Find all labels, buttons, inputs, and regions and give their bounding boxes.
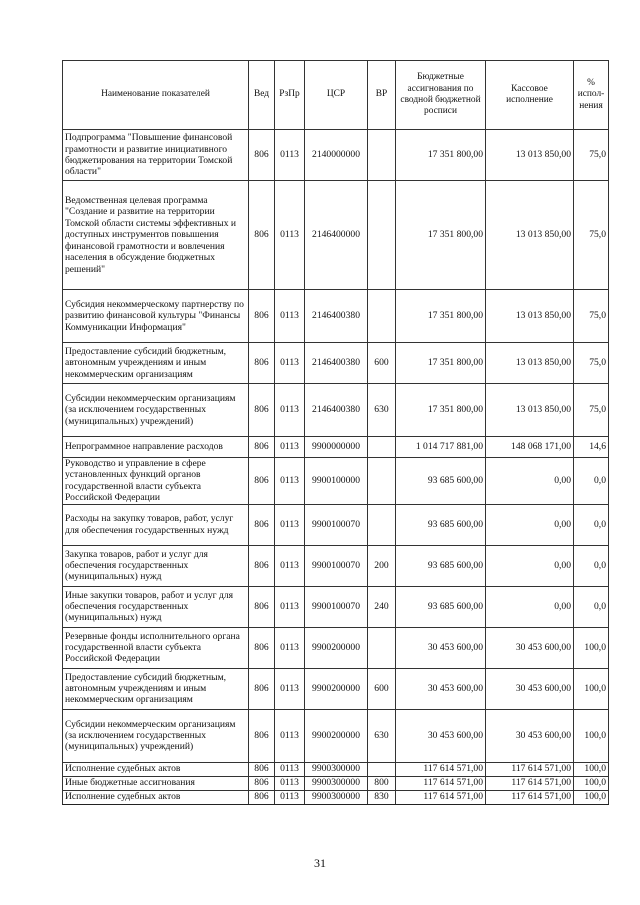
cell-cash: 13 013 850,00 [486, 343, 574, 384]
cell-csr: 9900300000 [305, 762, 368, 776]
cell-rzpr: 0113 [275, 668, 305, 709]
cell-ved: 806 [249, 668, 275, 709]
table-row [63, 384, 609, 437]
cell-name: Руководство и управление в сфере установленных функций органов государственной власти субъекта Российской Федерации [63, 458, 249, 505]
cell-cash: 30 453 600,00 [486, 668, 574, 709]
cell-ved: 806 [249, 545, 275, 586]
cell-cash: 30 453 600,00 [486, 627, 574, 668]
cell-ved: 806 [249, 437, 275, 458]
cell-budget: 17 351 800,00 [396, 384, 486, 437]
cell-pct: 100,0 [574, 762, 609, 776]
cell-name: Предоставление субсидий бюджетным, автономным учреждениям и иным некоммерческим организациям [63, 343, 249, 384]
cell-budget: 30 453 600,00 [396, 627, 486, 668]
cell-budget: 1 014 717 881,00 [396, 437, 486, 458]
cell-pct: 100,0 [574, 627, 609, 668]
cell-csr: 9900200000 [305, 668, 368, 709]
cell-vr: 600 [368, 668, 396, 709]
cell-cash: 13 013 850,00 [486, 290, 574, 343]
cell-rzpr: 0113 [275, 709, 305, 762]
cell-budget: 17 351 800,00 [396, 181, 486, 290]
cell-cash: 0,00 [486, 545, 574, 586]
cell-vr [368, 437, 396, 458]
page-number: 31 [314, 856, 326, 870]
cell-rzpr: 0113 [275, 290, 305, 343]
cell-name: Ведомственная целевая программа "Создание и развитие на территории Томской области системы эффективных и доступных инструментов повышения финансовой грамотности и вовлечения населения в обсуждение бюджетных решений" [63, 181, 249, 290]
cell-vr: 200 [368, 545, 396, 586]
cell-budget: 17 351 800,00 [396, 130, 486, 181]
header-pct: % испол-нения [574, 61, 609, 130]
table-row [63, 290, 609, 343]
table-row [63, 458, 609, 505]
cell-csr: 9900300000 [305, 790, 368, 804]
cell-name: Иные закупки товаров, работ и услуг для обеспечения государственных (муниципальных) нужд [63, 586, 249, 627]
cell-cash: 117 614 571,00 [486, 790, 574, 804]
cell-ved: 806 [249, 762, 275, 776]
cell-csr: 2146400000 [305, 181, 368, 290]
cell-ved: 806 [249, 458, 275, 505]
table-row [63, 504, 609, 545]
cell-budget: 93 685 600,00 [396, 504, 486, 545]
table-row [63, 181, 609, 290]
header-budget: Бюджетные ассигнования по сводной бюджетной росписи [396, 61, 486, 130]
cell-name: Предоставление субсидий бюджетным, автономным учреждениям и иным некоммерческим организациям [63, 668, 249, 709]
cell-csr: 9900100070 [305, 545, 368, 586]
cell-vr: 600 [368, 343, 396, 384]
cell-ved: 806 [249, 586, 275, 627]
cell-pct: 75,0 [574, 384, 609, 437]
table-row [63, 586, 609, 627]
cell-vr [368, 458, 396, 505]
table-row [63, 437, 609, 458]
cell-name: Закупка товаров, работ и услуг для обеспечения государственных (муниципальных) нужд [63, 545, 249, 586]
cell-rzpr: 0113 [275, 545, 305, 586]
cell-name: Подпрограмма "Повышение финансовой грамотности и развитие инициативного бюджетирования на территории Томской области" [63, 130, 249, 181]
cell-rzpr: 0113 [275, 762, 305, 776]
cell-pct: 75,0 [574, 343, 609, 384]
cell-csr: 9900300000 [305, 776, 368, 790]
cell-ved: 806 [249, 343, 275, 384]
cell-ved: 806 [249, 776, 275, 790]
cell-name: Расходы на закупку товаров, работ, услуг для обеспечения государственных нужд [63, 504, 249, 545]
cell-rzpr: 0113 [275, 776, 305, 790]
table-row [63, 627, 609, 668]
cell-cash: 13 013 850,00 [486, 384, 574, 437]
cell-vr [368, 504, 396, 545]
cell-pct: 100,0 [574, 668, 609, 709]
cell-ved: 806 [249, 790, 275, 804]
cell-pct: 0,0 [574, 545, 609, 586]
cell-pct: 0,0 [574, 504, 609, 545]
table-body [63, 130, 609, 805]
cell-rzpr: 0113 [275, 130, 305, 181]
cell-vr: 240 [368, 586, 396, 627]
cell-vr [368, 290, 396, 343]
cell-ved: 806 [249, 290, 275, 343]
header-csr: ЦСР [305, 61, 368, 130]
cell-name: Иные бюджетные ассигнования [63, 776, 249, 790]
cell-vr [368, 762, 396, 776]
cell-budget: 17 351 800,00 [396, 290, 486, 343]
cell-budget: 93 685 600,00 [396, 458, 486, 505]
cell-vr: 800 [368, 776, 396, 790]
cell-rzpr: 0113 [275, 458, 305, 505]
cell-ved: 806 [249, 130, 275, 181]
cell-budget: 117 614 571,00 [396, 762, 486, 776]
header-cash: Кассовое исполнение [486, 61, 574, 130]
cell-vr [368, 627, 396, 668]
cell-pct: 100,0 [574, 776, 609, 790]
table-row [63, 343, 609, 384]
cell-name: Субсидии некоммерческим организациям (за исключением государственных (муниципальных) учреждений) [63, 709, 249, 762]
table-row [63, 762, 609, 776]
table-row [63, 790, 609, 804]
cell-cash: 30 453 600,00 [486, 709, 574, 762]
cell-pct: 75,0 [574, 290, 609, 343]
cell-rzpr: 0113 [275, 790, 305, 804]
header-name: Наименование показателей [63, 61, 249, 130]
cell-name: Резервные фонды исполнительного органа государственной власти субъекта Российской Федерации [63, 627, 249, 668]
cell-csr: 2146400380 [305, 343, 368, 384]
cell-csr: 9900100070 [305, 586, 368, 627]
cell-budget: 93 685 600,00 [396, 586, 486, 627]
cell-pct: 0,0 [574, 586, 609, 627]
budget-execution-table [62, 60, 609, 805]
cell-cash: 148 068 171,00 [486, 437, 574, 458]
cell-rzpr: 0113 [275, 627, 305, 668]
cell-csr: 9900100070 [305, 504, 368, 545]
cell-name: Исполнение судебных актов [63, 762, 249, 776]
cell-name: Субсидии некоммерческим организациям (за исключением государственных (муниципальных) учреждений) [63, 384, 249, 437]
table-row [63, 668, 609, 709]
cell-cash: 13 013 850,00 [486, 181, 574, 290]
header-vr: ВР [368, 61, 396, 130]
table-row [63, 776, 609, 790]
table-row [63, 130, 609, 181]
cell-budget: 117 614 571,00 [396, 776, 486, 790]
cell-ved: 806 [249, 504, 275, 545]
cell-pct: 100,0 [574, 709, 609, 762]
cell-cash: 0,00 [486, 458, 574, 505]
cell-csr: 9900200000 [305, 709, 368, 762]
cell-pct: 0,0 [574, 458, 609, 505]
cell-vr: 630 [368, 384, 396, 437]
table-row [63, 709, 609, 762]
header-ved: Вед [249, 61, 275, 130]
cell-rzpr: 0113 [275, 437, 305, 458]
cell-csr: 2146400380 [305, 290, 368, 343]
cell-cash: 13 013 850,00 [486, 130, 574, 181]
cell-rzpr: 0113 [275, 343, 305, 384]
cell-pct: 75,0 [574, 181, 609, 290]
cell-ved: 806 [249, 709, 275, 762]
cell-cash: 117 614 571,00 [486, 762, 574, 776]
cell-csr: 2140000000 [305, 130, 368, 181]
table-header [63, 61, 609, 130]
cell-name: Непрограммное направление расходов [63, 437, 249, 458]
cell-pct: 75,0 [574, 130, 609, 181]
cell-budget: 117 614 571,00 [396, 790, 486, 804]
cell-vr [368, 130, 396, 181]
cell-vr [368, 181, 396, 290]
cell-csr: 9900000000 [305, 437, 368, 458]
cell-vr: 630 [368, 709, 396, 762]
cell-rzpr: 0113 [275, 384, 305, 437]
cell-ved: 806 [249, 384, 275, 437]
cell-pct: 14,6 [574, 437, 609, 458]
cell-vr: 830 [368, 790, 396, 804]
cell-name: Субсидия некоммерческому партнерству по развитию финансовой культуры "Финансы Коммуникации Информация" [63, 290, 249, 343]
cell-rzpr: 0113 [275, 181, 305, 290]
cell-csr: 2146400380 [305, 384, 368, 437]
cell-pct: 100,0 [574, 790, 609, 804]
table-row [63, 545, 609, 586]
cell-budget: 93 685 600,00 [396, 545, 486, 586]
cell-rzpr: 0113 [275, 586, 305, 627]
cell-cash: 0,00 [486, 586, 574, 627]
cell-rzpr: 0113 [275, 504, 305, 545]
cell-budget: 17 351 800,00 [396, 343, 486, 384]
cell-name: Исполнение судебных актов [63, 790, 249, 804]
cell-ved: 806 [249, 627, 275, 668]
cell-budget: 30 453 600,00 [396, 668, 486, 709]
cell-cash: 117 614 571,00 [486, 776, 574, 790]
cell-csr: 9900200000 [305, 627, 368, 668]
cell-csr: 9900100000 [305, 458, 368, 505]
cell-cash: 0,00 [486, 504, 574, 545]
cell-ved: 806 [249, 181, 275, 290]
cell-budget: 30 453 600,00 [396, 709, 486, 762]
header-rzpr: РзПр [275, 61, 305, 130]
